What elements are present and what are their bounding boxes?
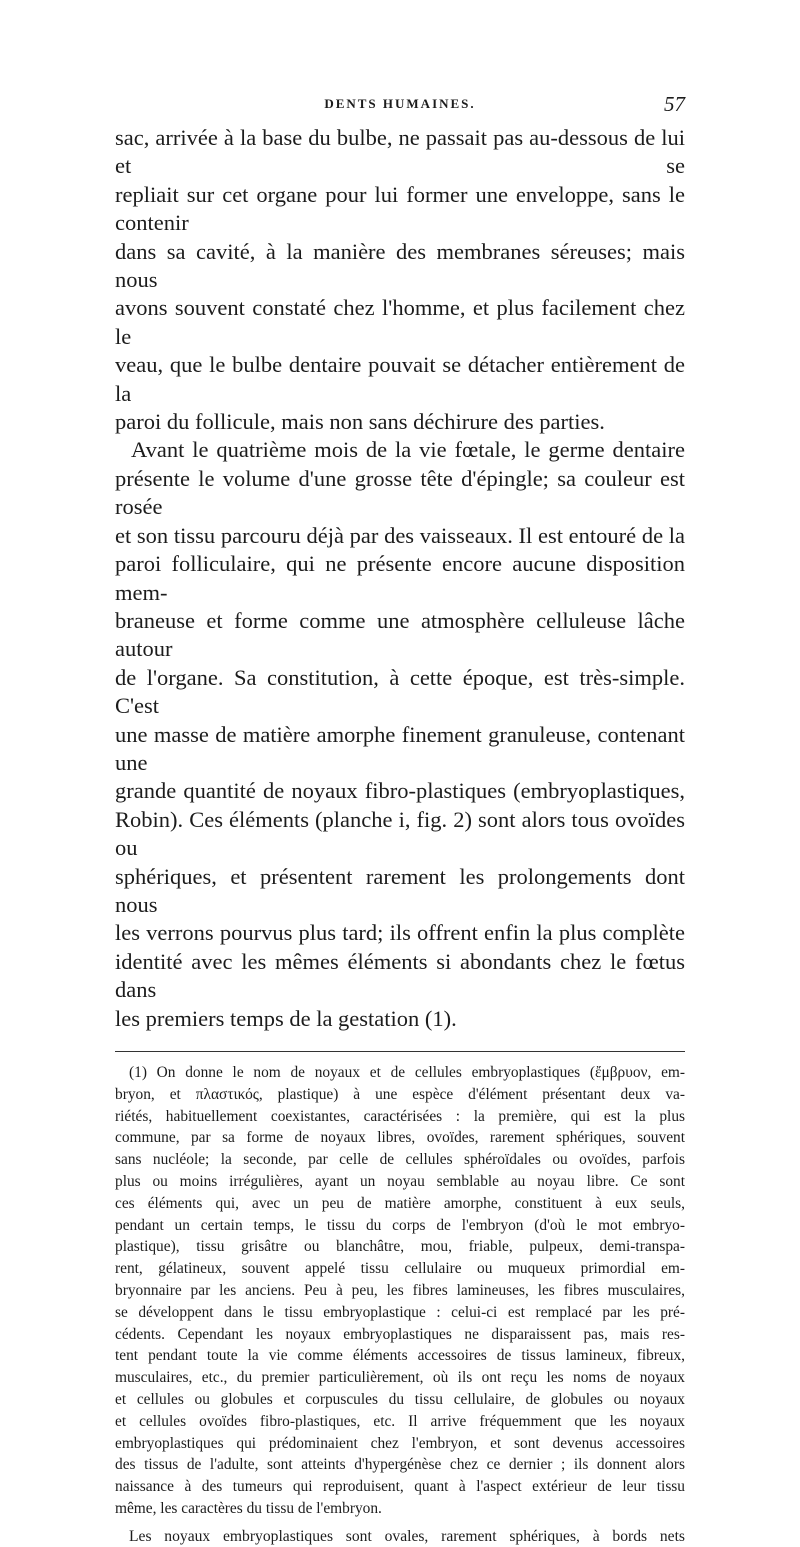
footnote-line: tent pendant toute la vie comme éléments accessoires de tissus lamineux, fibreux,: [115, 1347, 685, 1365]
main-line: grande quantité de noyaux fibro-plastiques (embryoplastiques,: [115, 778, 685, 804]
page: [115, 92, 685, 1547]
main-line: Robin). Ces éléments (planche i, fig. 2) sont alors tous ovoïdes ou: [115, 806, 685, 861]
main-line: sphériques, et présentent rarement les prolongements dont nous: [115, 863, 685, 917]
main-line: repliait sur cet organe pour lui former une enveloppe, sans le contenir: [115, 181, 685, 236]
page-header: [115, 92, 685, 118]
footnote-line: plus ou moins irrégulières, ayant un noyau semblable au noyau libre. Ce sont: [115, 1172, 685, 1190]
main-line: avons souvent constaté chez l'homme, et plus facilement chez le: [115, 295, 685, 349]
main-line: sac, arrivée à la base du bulbe, ne passait pas au-dessous de lui et se: [115, 125, 685, 179]
main-text: [115, 124, 685, 1033]
footnote-line: bryonnaire par les anciens. Peu à peu, les fibres lamineuses, les fibres musculaires,: [115, 1281, 685, 1299]
main-line: et son tissu parcouru déjà par des vaisseaux. Il est entouré de la: [115, 522, 685, 548]
footnote-line: bryon, et πλαστικός, plastique) à une espèce d'élément présentant deux va-: [115, 1085, 685, 1103]
footnote-line: embryoplastiques qui prédominaient chez l'embryon, et sont devenus accessoires: [115, 1434, 685, 1452]
footnote: [115, 1062, 685, 1520]
footnote-line: ces éléments qui, avec un peu de matière amorphe, constituent à eux seuls,: [115, 1194, 685, 1212]
main-line: braneuse et forme comme une atmosphère celluleuse lâche autour: [115, 607, 685, 662]
footnote-line: sans nucléole; la seconde, par celle de cellules sphéroïdales ou ovoïdes, parfois: [115, 1151, 685, 1169]
footnote-line: naissance à des tumeurs qui reproduisent, quant à l'aspect extérieur de leur tissu: [115, 1478, 685, 1496]
main-line: dans sa cavité, à la manière des membranes séreuses; mais nous: [115, 238, 685, 293]
footnote-line: (1) On donne le nom de noyaux et de cellules embryoplastiques (ἔμβρυον, em-: [129, 1064, 685, 1081]
footnote-divider: [115, 1051, 685, 1052]
main-line: identité avec les mêmes éléments si abondants chez le fœtus dans: [115, 948, 685, 1003]
footnote-line: cédents. Cependant les noyaux embryoplastiques ne disparaissent pas, mais res-: [115, 1325, 685, 1343]
main-line: les premiers temps de la gestation (1).: [115, 1005, 457, 1031]
footnote-line: rent, gélatineux, souvent appelé tissu cellulaire ou muqueux primordial em-: [115, 1260, 685, 1278]
main-line: les verrons pourvus plus tard; ils offrent enfin la plus complète: [115, 920, 685, 946]
main-line: paroi folliculaire, qui ne présente encore aucune disposition mem-: [115, 551, 685, 605]
footnote-line: commune, par sa forme de noyaux libres, ovoïdes, rarement sphériques, souvent: [115, 1129, 685, 1147]
continuation-text: [115, 1526, 685, 1547]
main-line: Avant le quatrième mois de la vie fœtale, le germe dentaire: [131, 437, 685, 463]
main-line: paroi du follicule, mais non sans déchirure des parties.: [115, 409, 605, 435]
main-line: présente le volume d'une grosse tête d'épingle; sa couleur est rosée: [115, 465, 685, 520]
footnote-line: musculaires, etc., du premier particulièrement, où ils ont reçu les noms de noyaux: [115, 1369, 685, 1387]
running-title: DENTS HUMAINES.: [324, 96, 476, 111]
footnote-line: et cellules ovoïdes fibro-plastiques, etc. Il arrive fréquemment que les noyaux: [115, 1412, 685, 1430]
page-number: 57: [664, 92, 685, 116]
footnote-line: riétés, habituellement coexistantes, caractérisées : la première, qui est la plus: [115, 1107, 685, 1125]
footnote-line: se développent dans le tissu embryoplastique : celui-ci est remplacé par les pré-: [115, 1303, 685, 1321]
main-line: une masse de matière amorphe finement granuleuse, contenant une: [115, 721, 685, 775]
footnote-line: des tissus de l'adulte, sont atteints d'hypergénèse chez ce dernier ; ils donnent alors: [115, 1456, 685, 1474]
footnote-line: plastique), tissu grisâtre ou blanchâtre, mou, friable, pulpeux, demi-transpa-: [115, 1238, 685, 1256]
main-line: veau, que le bulbe dentaire pouvait se détacher entièrement de la: [115, 352, 685, 406]
continuation-line: Les noyaux embryoplastiques sont ovales, rarement sphériques, à bords nets: [129, 1527, 685, 1545]
main-line: de l'organe. Sa constitution, à cette époque, est très-simple. C'est: [115, 664, 685, 719]
footnote-line: pendant un certain temps, le tissu du corps de l'embryon (d'où le mot embryo-: [115, 1216, 685, 1234]
footnote-line: même, les caractères du tissu de l'embryon.: [115, 1499, 382, 1517]
footnote-line: et cellules ou globules et corpuscules du tissu cellulaire, de globules ou noyaux: [115, 1390, 685, 1408]
